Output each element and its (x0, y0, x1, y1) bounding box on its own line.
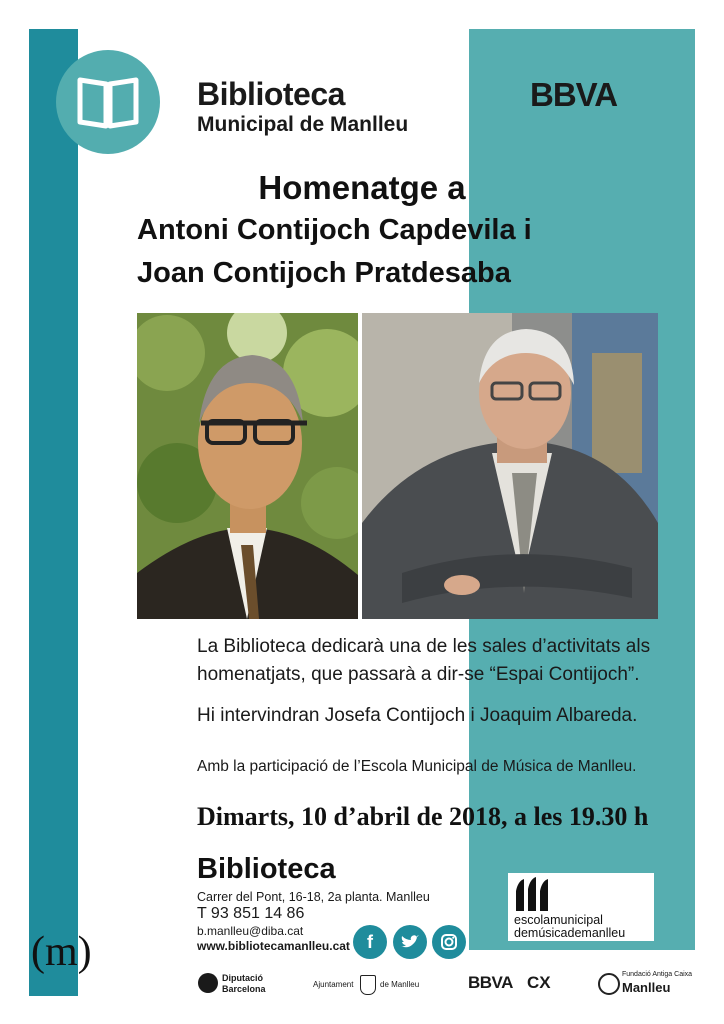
sponsor-ajuntament-1: Ajuntament (313, 980, 354, 989)
portrait-photo-antoni (137, 313, 358, 619)
fundacio-logo-icon (598, 973, 620, 995)
instagram-icon[interactable] (432, 925, 466, 959)
library-name: Biblioteca (197, 76, 345, 112)
portrait-photo-joan (362, 313, 658, 619)
footer-email[interactable]: b.manlleu@diba.cat (197, 924, 304, 938)
escola-line-1: escolamunicipal (514, 913, 603, 927)
bbva-logo: BBVA (530, 76, 618, 113)
body-paragraph-1-line-1: La Biblioteca dedicarà una de les sales d’activitats als (197, 636, 651, 657)
headline-line-2: Antoni Contijoch Capdevila i (137, 214, 532, 246)
body-paragraph-3: Amb la participació de l’Escola Municipal de Música de Manlleu. (197, 758, 637, 775)
open-book-icon (56, 50, 160, 154)
sponsor-ajuntament-2: de Manlleu (380, 980, 420, 989)
sponsor-diputacio-1: Diputació (222, 973, 264, 983)
sponsor-bbva: BBVA (468, 973, 513, 992)
body-paragraph-2: Hi intervindran Josefa Contijoch i Joaquim Albareda. (197, 705, 638, 726)
escola-musica-logo (508, 873, 654, 941)
sponsor-fundacio-2: Manlleu (622, 980, 671, 995)
sponsor-diputacio-2: Barcelona (222, 984, 266, 994)
facebook-icon[interactable]: f (353, 925, 387, 959)
footer-website[interactable]: www.bibliotecamanlleu.cat (197, 939, 350, 953)
library-logo (56, 50, 160, 154)
diputacio-shield-icon (198, 973, 218, 993)
escola-line-2: demúsicademanlleu (514, 926, 626, 940)
event-date-time: Dimarts, 10 d’abril de 2018, a les 19.30 h (197, 802, 649, 831)
sponsor-cx: CX (527, 973, 551, 992)
library-subtitle: Municipal de Manlleu (197, 113, 409, 136)
headline-line-1: Homenatge a (258, 169, 466, 206)
footer-phone: T 93 851 14 86 (197, 905, 305, 922)
footer-library-title: Biblioteca (197, 853, 336, 885)
sponsor-fundacio-1: Fundació Antiga Caixa (622, 971, 693, 978)
ajuntament-shield-icon (360, 975, 376, 995)
twitter-icon[interactable] (393, 925, 427, 959)
headline-line-3: Joan Contijoch Pratdesaba (137, 257, 511, 289)
body-paragraph-1-line-2: homenatjats, que passarà a dir-se “Espai Contijoch”. (197, 664, 640, 685)
music-bars-icon (514, 877, 554, 913)
corner-m-mark: (m) (31, 929, 92, 975)
footer-address: Carrer del Pont, 16-18, 2a planta. Manlleu (197, 890, 430, 904)
